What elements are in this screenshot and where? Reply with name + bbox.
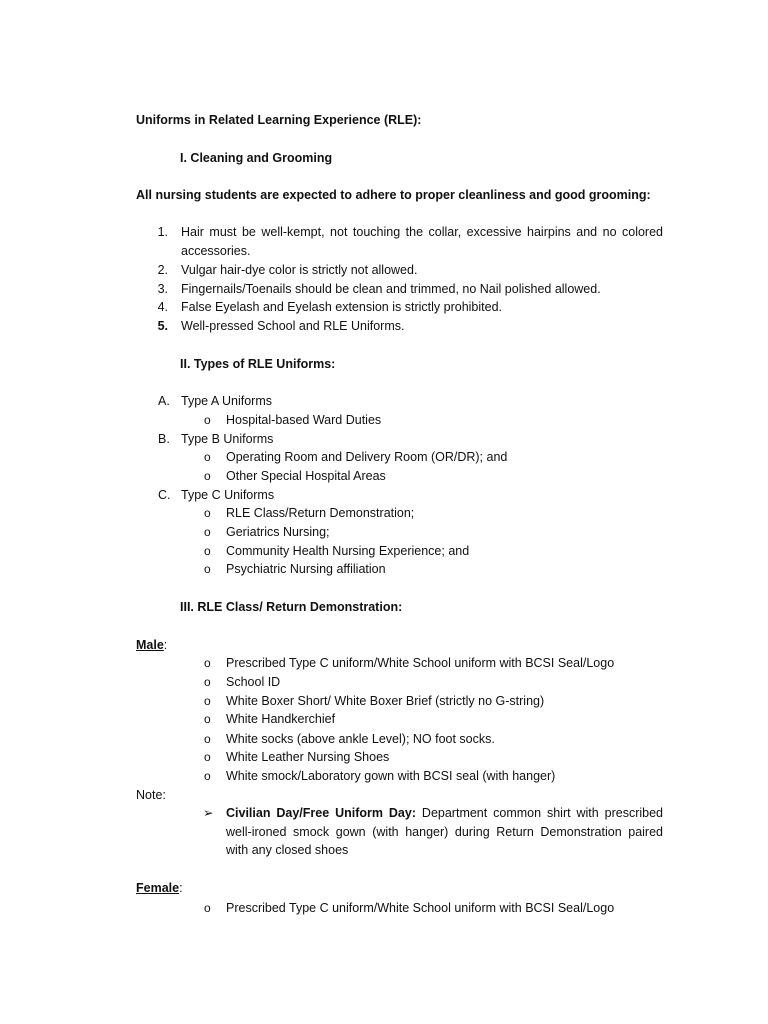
type-label: Type A Uniforms <box>181 394 273 408</box>
type-subitem: Hospital-based Ward Duties <box>226 413 382 427</box>
type-subitem: Other Special Hospital Areas <box>226 469 386 483</box>
list-item: School ID <box>226 675 281 689</box>
female-heading: Female: <box>136 881 183 895</box>
list-number: 5. <box>157 319 168 333</box>
circle-bullet-icon: o <box>204 525 211 539</box>
circle-bullet-icon: o <box>204 562 211 576</box>
list-text: Vulgar hair-dye color is strictly not allowed. <box>181 263 418 277</box>
list-item: White Boxer Short/ White Boxer Brief (strictly no G-string) <box>226 694 545 708</box>
type-subitem: Community Health Nursing Experience; and <box>226 544 470 558</box>
list-number: 4. <box>157 300 168 314</box>
circle-bullet-icon: o <box>204 506 211 520</box>
circle-bullet-icon: o <box>204 469 211 483</box>
section-heading-cleaning: I. Cleaning and Grooming <box>180 151 333 165</box>
type-subitem: RLE Class/Return Demonstration; <box>226 506 415 520</box>
list-text: Fingernails/Toenails should be clean and trimmed, no Nail polished allowed. <box>181 282 601 296</box>
circle-bullet-icon: o <box>204 694 211 708</box>
section-heading-types: II. Types of RLE Uniforms: <box>180 357 336 371</box>
type-letter: C. <box>158 488 171 502</box>
type-letter: A. <box>158 394 170 408</box>
list-item: White socks (above ankle Level); NO foot socks. <box>226 732 495 746</box>
circle-bullet-icon: o <box>204 750 211 764</box>
type-subitem: Psychiatric Nursing affiliation <box>226 562 386 576</box>
circle-bullet-icon: o <box>204 732 211 746</box>
list-item: White smock/Laboratory gown with BCSI seal (with hanger) <box>226 769 556 783</box>
list-item: Prescribed Type C uniform/White School uniform with BCSI Seal/Logo <box>226 901 615 915</box>
circle-bullet-icon: o <box>204 712 211 726</box>
circle-bullet-icon: o <box>204 544 211 558</box>
type-subitem: Geriatrics Nursing; <box>226 525 330 539</box>
circle-bullet-icon: o <box>204 450 211 464</box>
male-heading: Male: <box>136 638 168 652</box>
type-label: Type C Uniforms <box>181 488 275 502</box>
circle-bullet-icon: o <box>204 413 211 427</box>
list-item: White Leather Nursing Shoes <box>226 750 390 764</box>
circle-bullet-icon: o <box>204 675 211 689</box>
list-text: Hair must be well-kempt, not touching the collar, excessive hairpins and no colored accessories. <box>181 225 663 258</box>
list-number: 3. <box>157 282 168 296</box>
list-item: Prescribed Type C uniform/White School uniform with BCSI Seal/Logo <box>226 656 615 670</box>
document-title: Uniforms in Related Learning Experience (RLE): <box>136 113 422 127</box>
circle-bullet-icon: o <box>204 656 211 670</box>
circle-bullet-icon: o <box>204 901 211 915</box>
list-text: Well-pressed School and RLE Uniforms. <box>181 319 405 333</box>
list-text: False Eyelash and Eyelash extension is strictly prohibited. <box>181 300 502 314</box>
list-number: 2. <box>157 263 168 277</box>
type-subitem: Operating Room and Delivery Room (OR/DR); and <box>226 450 508 464</box>
section-heading-rle-class: III. RLE Class/ Return Demonstration: <box>180 600 403 614</box>
intro-statement: All nursing students are expected to adhere to proper cleanliness and good grooming: <box>136 188 651 202</box>
list-item: White Handkerchief <box>226 712 336 726</box>
circle-bullet-icon: o <box>204 769 211 783</box>
list-number: 1. <box>157 225 168 239</box>
note-text: Civilian Day/Free Uniform Day: Department common shirt with prescribed well-ironed smock gown (with hanger) during Return Demonstration paired with any closed shoes <box>226 806 663 858</box>
note-label: Note: <box>136 788 166 802</box>
type-letter: B. <box>158 432 170 446</box>
type-label: Type B Uniforms <box>181 432 274 446</box>
arrow-bullet-icon: ➢ <box>203 806 214 820</box>
